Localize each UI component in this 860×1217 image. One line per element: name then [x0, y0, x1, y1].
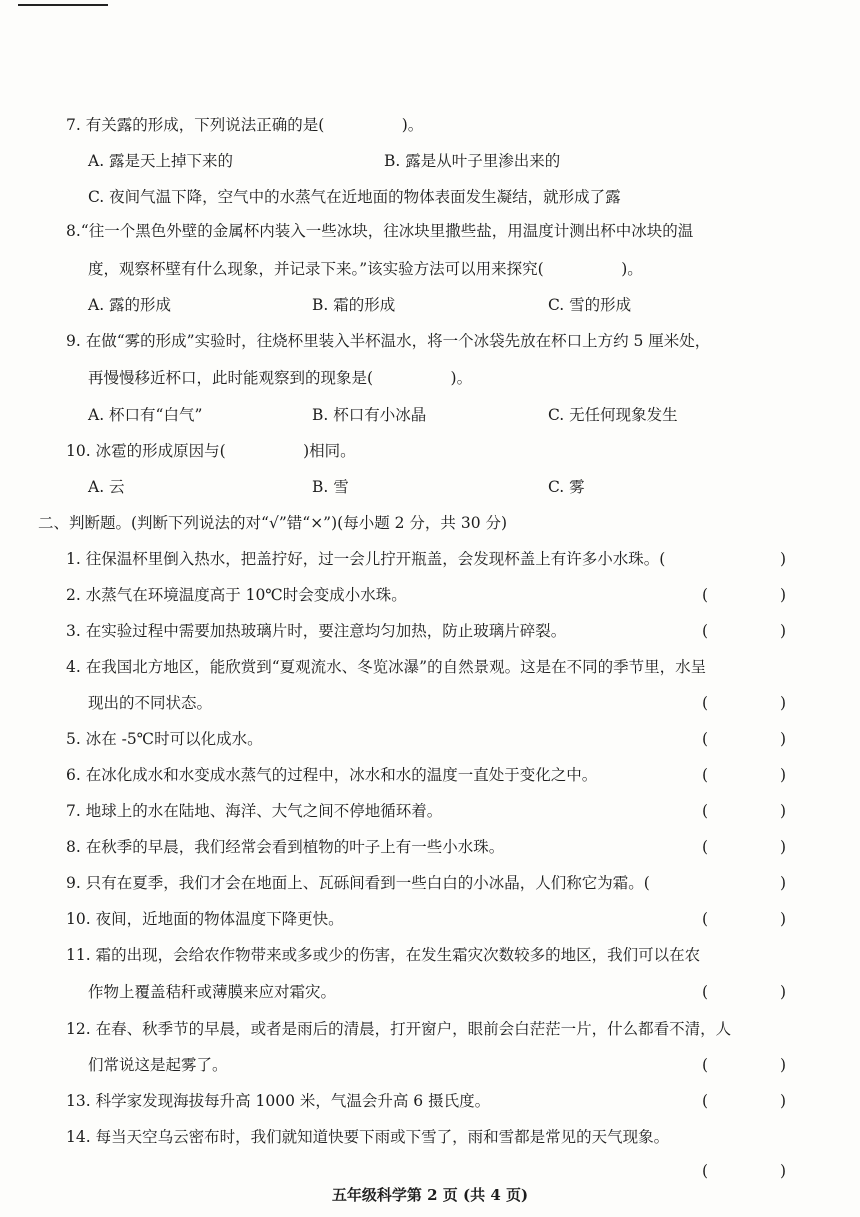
- tf-answer-open-11: (: [702, 983, 709, 1001]
- tf-answer-close-10: ): [780, 910, 787, 928]
- q7-option-b: B. 露是从叶子里渗出来的: [384, 152, 561, 170]
- tf-answer-close-11: ): [780, 983, 787, 1001]
- tf-answer-open-6: (: [702, 766, 709, 784]
- tf-item-3: 3. 在实验过程中需要加热玻璃片时，要注意均匀加热，防止玻璃片碎裂。: [66, 622, 567, 640]
- tf-answer-close-13: ): [780, 1092, 787, 1110]
- q8-stem-line2: 度，观察杯壁有什么现象，并记录下来。”该实验方法可以用来探究( )。: [88, 260, 643, 278]
- tf-answer-open-13: (: [702, 1092, 709, 1110]
- tf-answer-close-4: ): [780, 694, 787, 712]
- tf-answer-close-5: ): [780, 730, 787, 748]
- tf-answer-open-8: (: [702, 838, 709, 856]
- tf-answer-close-7: ): [780, 802, 787, 820]
- q8-option-c: C. 雪的形成: [548, 296, 632, 314]
- tf-answer-open-5: (: [702, 730, 709, 748]
- tf-item-12: 12. 在春、秋季节的早晨，或者是雨后的清晨，打开窗户，眼前会白茫茫一片，什么都看不清，人: [66, 1020, 732, 1038]
- q10-stem: 10. 冰雹的形成原因与( )相同。: [66, 442, 356, 460]
- section-2-heading: 二、判断题。(判断下列说法的对“√”错“×”)(每小题 2 分，共 30 分): [38, 514, 508, 532]
- q9-option-c: C. 无任何现象发生: [548, 406, 678, 424]
- tf-item-11-cont: 作物上覆盖秸秆或薄膜来应对霜灾。: [88, 983, 337, 1001]
- tf-item-11: 11. 霜的出现，会给农作物带来或多或少的伤害，在发生霜灾次数较多的地区，我们可以在农: [66, 946, 701, 964]
- q9-option-b: B. 杯口有小冰晶: [312, 406, 427, 424]
- tf-item-6: 6. 在冰化成水和水变成水蒸气的过程中，冰水和水的温度一直处于变化之中。: [66, 766, 598, 784]
- q9-option-a: A. 杯口有“白气”: [88, 406, 203, 424]
- tf-item-4: 4. 在我国北方地区，能欣赏到“夏观流水、冬览冰瀑”的自然景观。这是在不同的季节里，水呈: [66, 658, 707, 676]
- tf-answer-open-2: (: [702, 586, 709, 604]
- q10-option-b: B. 雪: [312, 478, 349, 496]
- tf-item-13: 13. 科学家发现海拔每升高 1000 米，气温会升高 6 摄氏度。: [66, 1092, 491, 1110]
- q8-stem-line1: 8.“往一个黑色外壁的金属杯内装入一些冰块，往冰块里撒些盐，用温度计测出杯中冰块的温: [66, 222, 694, 240]
- tf-answer-open-7: (: [702, 802, 709, 820]
- tf-answer-open-10: (: [702, 910, 709, 928]
- tf-item-14: 14. 每当天空乌云密布时，我们就知道快要下雨或下雪了，雨和雪都是常见的天气现象。: [66, 1128, 670, 1146]
- tf-close-paren-1: ): [780, 550, 787, 568]
- tf-item-5: 5. 冰在 -5℃时可以化成水。: [66, 730, 263, 748]
- q10-option-c: C. 雾: [548, 478, 585, 496]
- tf-answer-close-3: ): [780, 622, 787, 640]
- tf-item-7: 7. 地球上的水在陆地、海洋、大气之间不停地循环着。: [66, 802, 443, 820]
- tf-item-2: 2. 水蒸气在环境温度高于 10℃时会变成小水珠。: [66, 586, 407, 604]
- q7-stem: 7. 有关露的形成，下列说法正确的是( )。: [66, 116, 424, 134]
- q9-stem-line2: 再慢慢移近杯口，此时能观察到的现象是( )。: [88, 369, 473, 387]
- header-rule: [18, 4, 108, 6]
- q8-option-a: A. 露的形成: [88, 296, 172, 314]
- tf-item-1: 1. 往保温杯里倒入热水，把盖拧好，过一会儿拧开瓶盖，会发现杯盖上有许多小水珠。(: [66, 550, 666, 568]
- tf-answer-close-14: ): [780, 1162, 787, 1180]
- q10-option-a: A. 云: [88, 478, 125, 496]
- q8-option-b: B. 霜的形成: [312, 296, 396, 314]
- tf-answer-open-12: (: [702, 1056, 709, 1074]
- tf-item-9: 9. 只有在夏季，我们才会在地面上、瓦砾间看到一些白白的小冰晶，人们称它为霜。(: [66, 874, 650, 892]
- tf-answer-open-4: (: [702, 694, 709, 712]
- tf-item-10: 10. 夜间，近地面的物体温度下降更快。: [66, 910, 344, 928]
- tf-item-4-cont: 现出的不同状态。: [88, 694, 213, 712]
- page-footer: 五年级科学第 2 页 (共 4 页): [331, 1186, 529, 1204]
- tf-answer-close-2: ): [780, 586, 787, 604]
- tf-answer-close-8: ): [780, 838, 787, 856]
- tf-answer-close-9: ): [780, 874, 787, 892]
- tf-answer-close-6: ): [780, 766, 787, 784]
- tf-item-8: 8. 在秋季的早晨，我们经常会看到植物的叶子上有一些小水珠。: [66, 838, 505, 856]
- tf-answer-open-14: (: [702, 1162, 709, 1180]
- q9-stem-line1: 9. 在做“雾的形成”实验时，往烧杯里装入半杯温水，将一个冰袋先放在杯口上方约 5 厘米处，: [66, 332, 711, 350]
- q7-option-c: C. 夜间气温下降，空气中的水蒸气在近地面的物体表面发生凝结，就形成了露: [88, 188, 621, 206]
- tf-answer-open-3: (: [702, 622, 709, 640]
- tf-item-12-cont: 们常说这是起雾了。: [88, 1056, 228, 1074]
- q7-option-a: A. 露是天上掉下来的: [88, 152, 234, 170]
- tf-answer-close-12: ): [780, 1056, 787, 1074]
